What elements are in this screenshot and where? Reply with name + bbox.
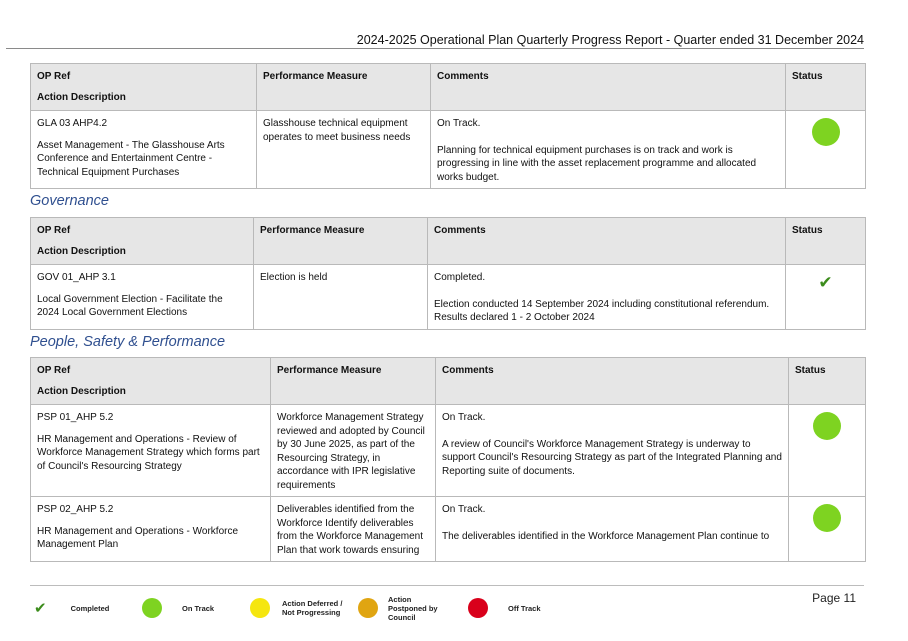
page-number: Page 11 xyxy=(812,591,856,605)
comments-header: Comments xyxy=(431,64,786,111)
postponed-dot-icon xyxy=(358,598,378,618)
performance-measure-header: Performance Measure xyxy=(254,218,428,265)
legend-on-track-label: On Track xyxy=(182,603,215,613)
table-header-row xyxy=(31,64,866,111)
status-header: Status xyxy=(789,358,866,405)
legend-postponed xyxy=(358,593,444,623)
legend-divider xyxy=(30,585,864,586)
section-heading-people-safety-performance: People, Safety & Performance xyxy=(30,334,226,350)
legend-deferred xyxy=(250,593,348,623)
action-description-header: Action Description xyxy=(37,245,126,257)
status-header: Status xyxy=(786,64,866,111)
performance-measure: Deliverables identified from the Workforce Identify deliverables from the Workforce Management Plan that work towards ensuring xyxy=(271,497,436,562)
status-header: Status xyxy=(786,218,866,265)
legend-completed-label: Completed xyxy=(70,603,110,613)
op-ref-cell xyxy=(31,111,257,189)
comments-cell xyxy=(431,111,786,189)
op-ref: GLA 03 AHP4.2 xyxy=(37,118,108,129)
comment-text: Planning for technical equipment purchases is on track and work is progressing in line with the asset replacement programme and allocated works budget. xyxy=(437,144,757,183)
col-op-ref xyxy=(31,218,254,265)
op-ref-cell xyxy=(31,405,271,497)
legend-deferred-label: Action Deferred / Not Progressing xyxy=(282,599,343,617)
header-divider xyxy=(6,48,864,49)
action-description-header: Action Description xyxy=(37,91,126,103)
completed-check-icon: ✔ xyxy=(818,273,833,292)
col-op-ref xyxy=(31,64,257,111)
on-track-status-icon xyxy=(813,504,841,532)
action-description: Asset Management - The Glasshouse Arts Conference and Entertainment Centre - Technical Equipment Purchases xyxy=(37,139,225,178)
status-cell xyxy=(786,111,866,189)
off-track-dot-icon xyxy=(468,598,488,618)
status-text: Completed. xyxy=(434,272,486,283)
comments-cell xyxy=(428,265,786,330)
legend-on-track xyxy=(142,593,214,623)
action-table-1 xyxy=(30,63,866,189)
performance-measure: Election is held xyxy=(254,265,428,330)
status-text: On Track. xyxy=(437,118,481,129)
col-op-ref xyxy=(31,358,271,405)
comments-header: Comments xyxy=(436,358,789,405)
on-track-status-icon xyxy=(812,118,840,146)
table-row xyxy=(31,265,866,330)
section-heading-governance: Governance xyxy=(30,193,109,209)
completed-check-icon: ✔ xyxy=(34,600,47,617)
performance-measure-header: Performance Measure xyxy=(271,358,436,405)
status-legend xyxy=(30,593,590,625)
op-ref-header: OP Ref xyxy=(37,225,71,236)
action-table-governance xyxy=(30,217,866,330)
comment-text: The deliverables identified in the Workforce Management Plan continue to xyxy=(442,530,770,542)
performance-measure-header: Performance Measure xyxy=(257,64,431,111)
op-ref-header: OP Ref xyxy=(37,71,71,82)
performance-measure: Glasshouse technical equipment operates to meet business needs xyxy=(257,111,431,189)
action-description: HR Management and Operations - Workforce Management Plan xyxy=(37,525,239,550)
op-ref-cell xyxy=(31,265,254,330)
action-description-header: Action Description xyxy=(37,385,126,397)
status-text: On Track. xyxy=(442,412,486,423)
action-description: HR Management and Operations - Review of Workforce Management Strategy which forms part of Council's Resourcing Strategy xyxy=(37,433,260,472)
on-track-dot-icon xyxy=(142,598,162,618)
status-cell xyxy=(786,265,866,330)
legend-off-track xyxy=(468,593,541,623)
deferred-dot-icon xyxy=(250,598,270,618)
report-title: 2024-2025 Operational Plan Quarterly Progress Report - Quarter ended 31 December 2024 xyxy=(356,33,864,47)
legend-completed xyxy=(34,593,109,623)
comments-header: Comments xyxy=(428,218,786,265)
comments-cell xyxy=(436,405,789,497)
performance-measure: Workforce Management Strategy reviewed and adopted by Council by 30 June 2025, as part of the Resourcing Strategy, in accordance with IPR legislative requirements xyxy=(271,405,436,497)
table-header-row xyxy=(31,358,866,405)
comment-text: A review of Council's Workforce Management Strategy is underway to support Council's Resourcing Strategy as part of the Integrated Planning and Reporting suite of documents. xyxy=(442,438,782,477)
action-table-people-safety xyxy=(30,357,866,562)
table-row xyxy=(31,111,866,189)
table-row xyxy=(31,405,866,497)
status-text: On Track. xyxy=(442,504,486,515)
op-ref-cell xyxy=(31,497,271,562)
status-cell xyxy=(789,405,866,497)
op-ref-header: OP Ref xyxy=(37,365,71,376)
comment-text: Election conducted 14 September 2024 including constitutional referendum. Results declared 1 - 2 October 2024 xyxy=(434,298,770,323)
legend-off-track-label: Off Track xyxy=(508,603,541,613)
table-header-row xyxy=(31,218,866,265)
comments-cell xyxy=(436,497,789,562)
op-ref: GOV 01_AHP 3.1 xyxy=(37,272,116,283)
on-track-status-icon xyxy=(813,412,841,440)
legend-postponed-label: Action Postponed by Council xyxy=(388,594,438,622)
action-description: Local Government Election - Facilitate the 2024 Local Government Elections xyxy=(37,293,223,318)
table-row xyxy=(31,497,866,562)
status-cell xyxy=(789,497,866,562)
op-ref: PSP 02_AHP 5.2 xyxy=(37,504,114,515)
op-ref: PSP 01_AHP 5.2 xyxy=(37,412,114,423)
